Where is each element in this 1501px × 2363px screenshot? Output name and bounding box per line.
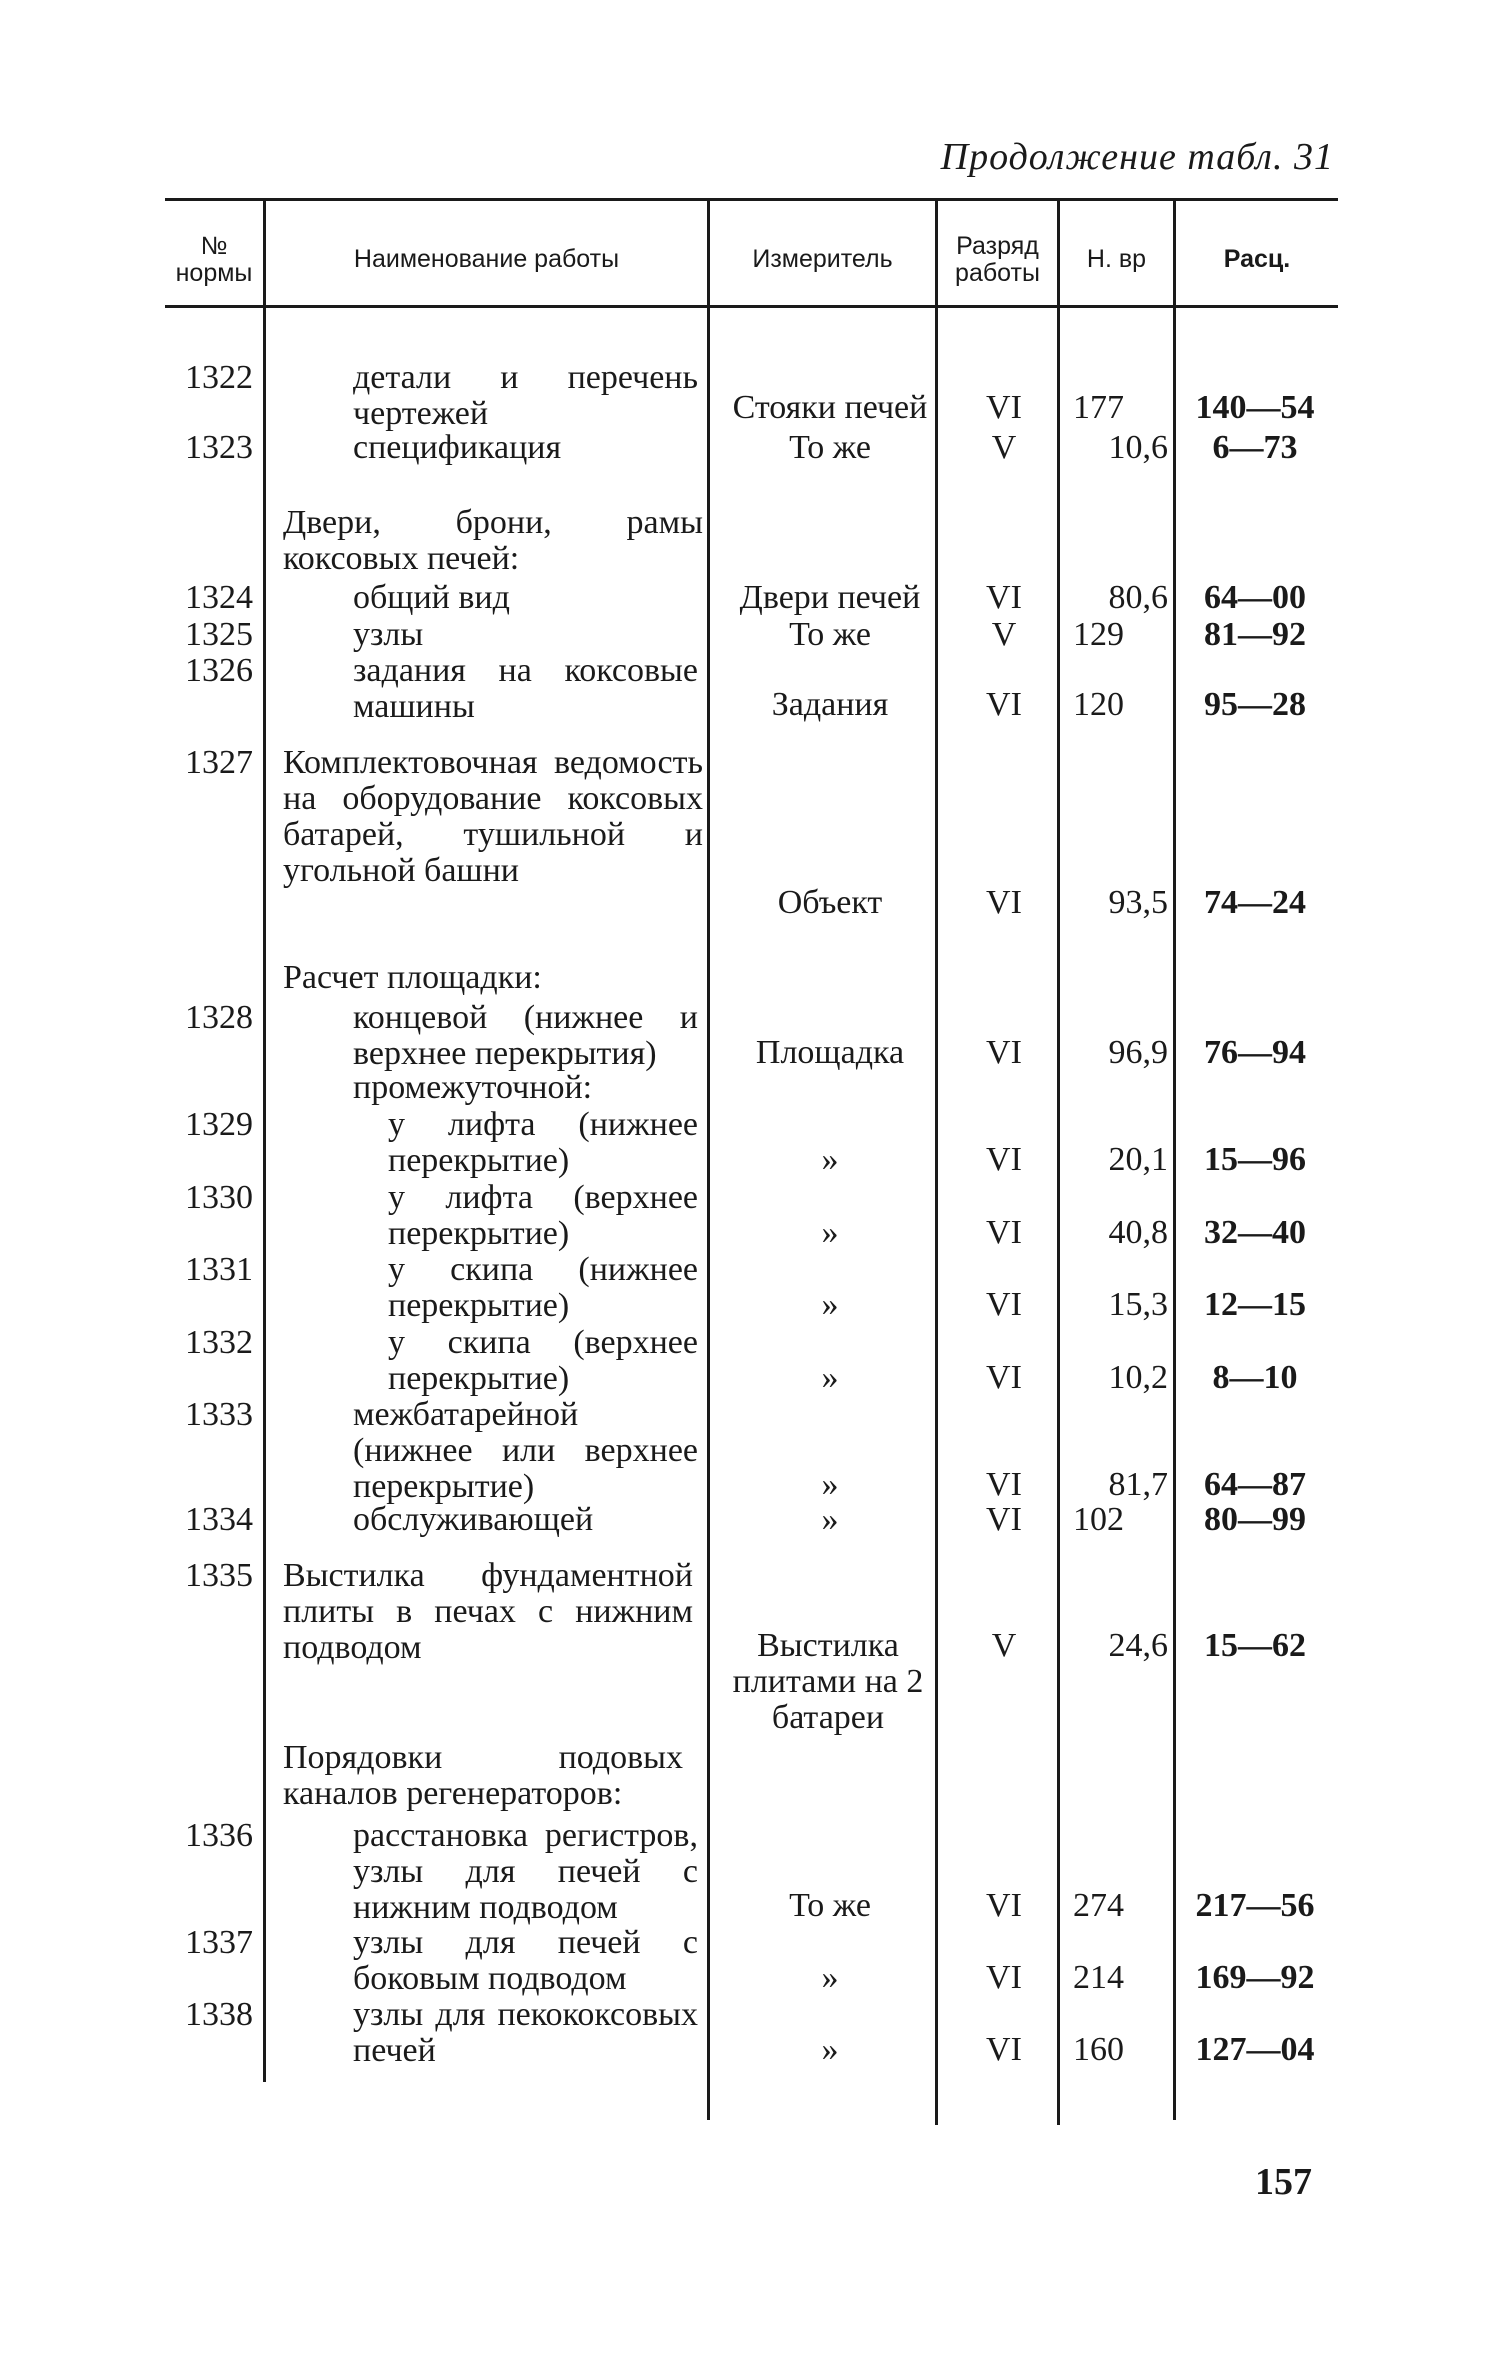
row-1326-rate: 95—28 [1204,686,1306,723]
row-1331-rate: 12—15 [1204,1286,1306,1323]
header-num: № нормы [175,231,253,287]
row-1338-time: 160 [1073,2031,1124,2068]
row-1336-time: 274 [1073,1887,1124,1924]
row-1322-measure: Стояки печей [732,389,928,426]
row-1335-measure: Выстилка плитами на 2 батареи [732,1627,924,1736]
row-1328-rate: 76—94 [1204,1034,1306,1071]
row-1337-time: 214 [1073,1959,1124,1996]
row-1336-measure: То же [789,1887,871,1924]
row-1335-num: 1335 [185,1557,253,1594]
row-1332-grade: VI [986,1359,1022,1396]
row-1325-num: 1325 [185,616,253,653]
row-1327-rate: 74—24 [1204,884,1306,921]
group-heading-platform: Расчет площадки: [283,959,542,996]
row-1322-name: детали и перечень чертежей [353,359,698,432]
row-1330-name: у лифта (верхнее перекрытие) [388,1179,698,1252]
row-1326-time: 120 [1073,686,1124,723]
row-1325-rate: 81—92 [1204,616,1306,653]
header-rate: Расц. [1223,245,1291,274]
row-1332-time: 10,2 [1108,1359,1168,1396]
row-1337-measure: » [821,1959,839,1996]
row-1334-measure: » [821,1501,839,1538]
row-1327-grade: VI [986,884,1022,921]
group-heading-courses: Порядовки подовых каналов регенераторов: [283,1739,683,1812]
row-1334-rate: 80—99 [1204,1501,1306,1538]
row-1326-measure: Задания [771,686,889,723]
col-divider-2 [707,200,710,2120]
col-divider-5 [1173,200,1176,2120]
row-1333-grade: VI [986,1466,1022,1503]
row-1331-num: 1331 [185,1251,253,1288]
row-1326-grade: VI [986,686,1022,723]
row-1323-rate: 6—73 [1212,429,1298,466]
row-1333-name: межбатарейной (нижнее или верхнее перекрытие) [353,1396,698,1505]
row-1328-num: 1328 [185,999,253,1036]
header-top-rule [165,198,1338,201]
row-1332-rate: 8—10 [1212,1359,1298,1396]
header-measure: Измеритель [752,245,893,274]
row-1336-grade: VI [986,1887,1022,1924]
row-1330-grade: VI [986,1214,1022,1251]
row-1328-grade: VI [986,1034,1022,1071]
row-1335-grade: V [991,1627,1017,1664]
row-1326-name: задания на коксовые машины [353,652,698,725]
row-1325-name: узлы [353,616,424,653]
row-1338-num: 1338 [185,1996,253,2033]
row-1325-measure: То же [789,616,871,653]
row-1335-rate: 15—62 [1204,1627,1306,1664]
row-1329-num: 1329 [185,1106,253,1143]
row-1325-time: 129 [1073,616,1124,653]
row-1327-name: Комплектовочная ведомость на оборудование коксовых батарей, тушильной и угольной башни [283,744,703,889]
row-1338-rate: 127—04 [1195,2031,1315,2068]
row-1322-rate: 140—54 [1195,389,1315,426]
row-1322-num: 1322 [185,359,253,396]
row-1323-measure: То же [789,429,871,466]
row-1332-measure: » [821,1359,839,1396]
row-1330-measure: » [821,1214,839,1251]
row-1332-num: 1332 [185,1324,253,1361]
row-1330-num: 1330 [185,1179,253,1216]
row-1328-measure: Площадка [755,1034,905,1071]
row-1335-time: 24,6 [1108,1627,1168,1664]
row-1329-rate: 15—96 [1204,1141,1306,1178]
row-1330-time: 40,8 [1108,1214,1168,1251]
row-1333-time: 81,7 [1108,1466,1168,1503]
row-1325-grade: V [991,616,1017,653]
row-1338-measure: » [821,2031,839,2068]
row-1323-name: спецификация [353,429,562,466]
header-grade: Разряд работы [955,231,1040,287]
row-1331-time: 15,3 [1108,1286,1168,1323]
row-1326-num: 1326 [185,652,253,689]
row-1337-grade: VI [986,1959,1022,1996]
page-number: 157 [1255,2161,1312,2203]
row-1337-rate: 169—92 [1195,1959,1315,1996]
row-1330-rate: 32—40 [1204,1214,1306,1251]
subgroup-heading-intermediate: промежуточной: [353,1069,593,1106]
header-time: Н. вр [1086,245,1147,274]
row-1324-name: общий вид [353,579,510,616]
row-1333-num: 1333 [185,1396,253,1433]
row-1338-grade: VI [986,2031,1022,2068]
row-1334-num: 1334 [185,1501,253,1538]
row-1331-measure: » [821,1286,839,1323]
row-1327-measure: Объект [777,884,883,921]
row-1324-grade: VI [986,579,1022,616]
group-heading-doors: Двери, брони, рамы коксовых печей: [283,504,703,577]
row-1337-name: узлы для печей с боковым подводом [353,1924,698,1997]
row-1335-name: Выстилка фундаментной плиты в печах с нижним подводом [283,1557,693,1666]
row-1327-time: 93,5 [1108,884,1168,921]
row-1323-num: 1323 [185,429,253,466]
row-1328-time: 96,9 [1108,1034,1168,1071]
row-1327-num: 1327 [185,744,253,781]
row-1334-time: 102 [1073,1501,1124,1538]
row-1336-num: 1336 [185,1817,253,1854]
row-1337-num: 1337 [185,1924,253,1961]
header-name: Наименование работы [353,245,620,274]
row-1324-rate: 64—00 [1204,579,1306,616]
row-1336-name: расстановка регистров, узлы для печей с нижним подводом [353,1817,698,1926]
row-1333-rate: 64—87 [1204,1466,1306,1503]
row-1331-name: у скипа (нижнее перекрытие) [388,1251,698,1324]
row-1336-rate: 217—56 [1195,1887,1315,1924]
row-1338-name: узлы для пекококсовых печей [353,1996,698,2069]
row-1324-num: 1324 [185,579,253,616]
row-1329-grade: VI [986,1141,1022,1178]
row-1334-name: обслуживающей [353,1501,594,1538]
row-1329-name: у лифта (нижнее перекрытие) [388,1106,698,1179]
row-1328-name: концевой (нижнее и верхнее перекрытия) [353,999,698,1072]
row-1329-measure: » [821,1141,839,1178]
row-1332-name: у скипа (верхнее перекрытие) [388,1324,698,1397]
row-1329-time: 20,1 [1108,1141,1168,1178]
col-divider-1 [263,200,266,2082]
row-1334-grade: VI [986,1501,1022,1538]
row-1322-time: 177 [1073,389,1124,426]
table-caption: Продолжение табл. 31 [940,136,1334,178]
row-1324-measure: Двери печей [739,579,921,616]
row-1323-time: 10,6 [1108,429,1168,466]
row-1324-time: 80,6 [1108,579,1168,616]
row-1322-grade: VI [986,389,1022,426]
row-1333-measure: » [821,1466,839,1503]
row-1331-grade: VI [986,1286,1022,1323]
row-1323-grade: V [991,429,1017,466]
